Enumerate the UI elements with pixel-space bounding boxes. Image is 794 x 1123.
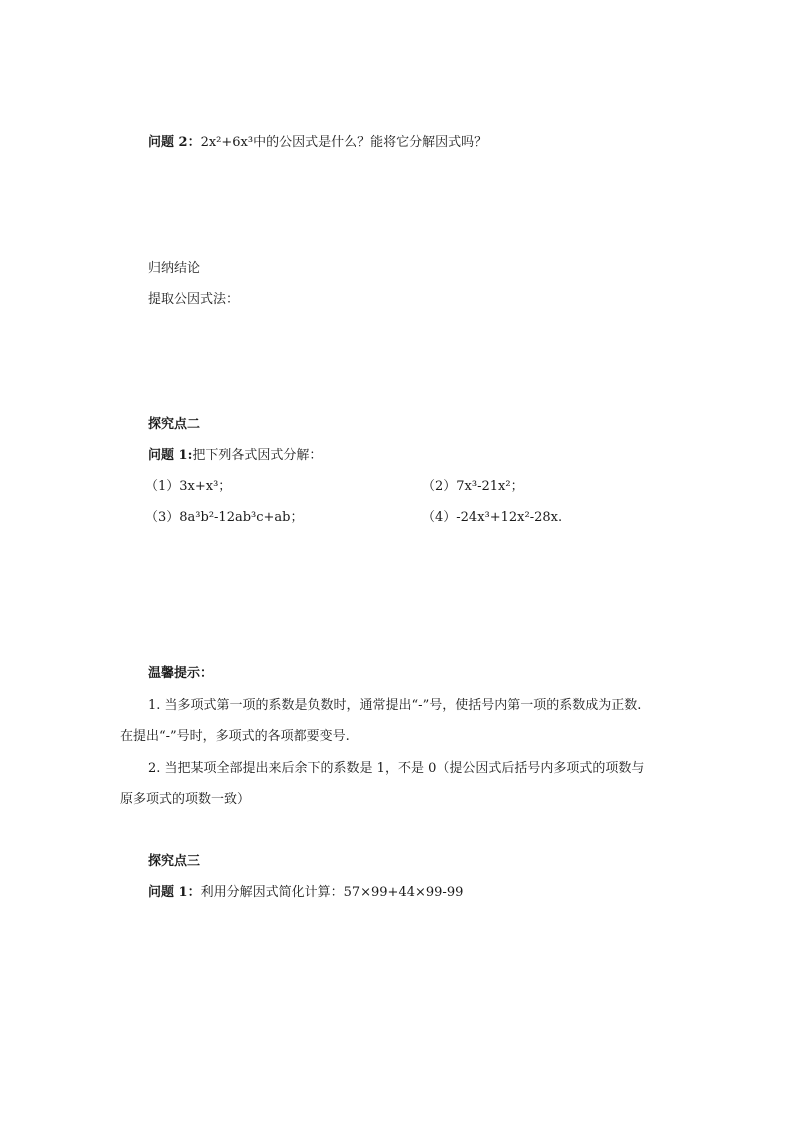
section-2-question-1-label: 问题 1:	[148, 448, 193, 463]
summary-method: 提取公因式法：	[148, 292, 240, 307]
tips-heading: 温馨提示：	[148, 666, 214, 681]
tip-2-line-1: 2. 当把某项全部提出来后余下的系数是 1，不是 0（提公因式后括号内多项式的项数与	[148, 761, 645, 776]
question-2-label: 问题 2：	[148, 135, 201, 150]
summary-heading: 归纳结论	[148, 261, 201, 276]
exercise-item-4: （4）-24x³+12x²-28x.	[422, 510, 563, 525]
exercise-item-2: （2）7x³-21x²；	[422, 479, 524, 494]
section-2-heading: 探究点二	[148, 417, 201, 432]
section-2-question-1	[148, 447, 322, 465]
question-2-text: 2x²+6x³中的公因式是什么？能将它分解因式吗？	[200, 135, 488, 150]
exercise-item-1: （1）3x+x³；	[145, 479, 232, 494]
section-3-question-1	[148, 884, 463, 902]
question-2-line	[148, 134, 487, 152]
section-3-question-1-label: 问题 1：	[148, 885, 201, 900]
tip-1-line-2: 在提出“-”号时，多项式的各项都要变号.	[120, 729, 350, 744]
section-2-question-1-text: 把下列各式因式分解：	[192, 448, 323, 463]
section-3-heading: 探究点三	[148, 854, 201, 869]
tip-2-line-2: 原多项式的项数一致）	[120, 792, 251, 807]
tip-1-line-1: 1. 当多项式第一项的系数是负数时，通常提出“-”号，使括号内第一项的系数成为正数.	[148, 698, 642, 713]
exercise-item-3: （3）8a³b²-12ab³c+ab；	[145, 510, 304, 525]
section-3-question-1-text: 利用分解因式简化计算：57×99+44×99-99	[200, 885, 464, 900]
